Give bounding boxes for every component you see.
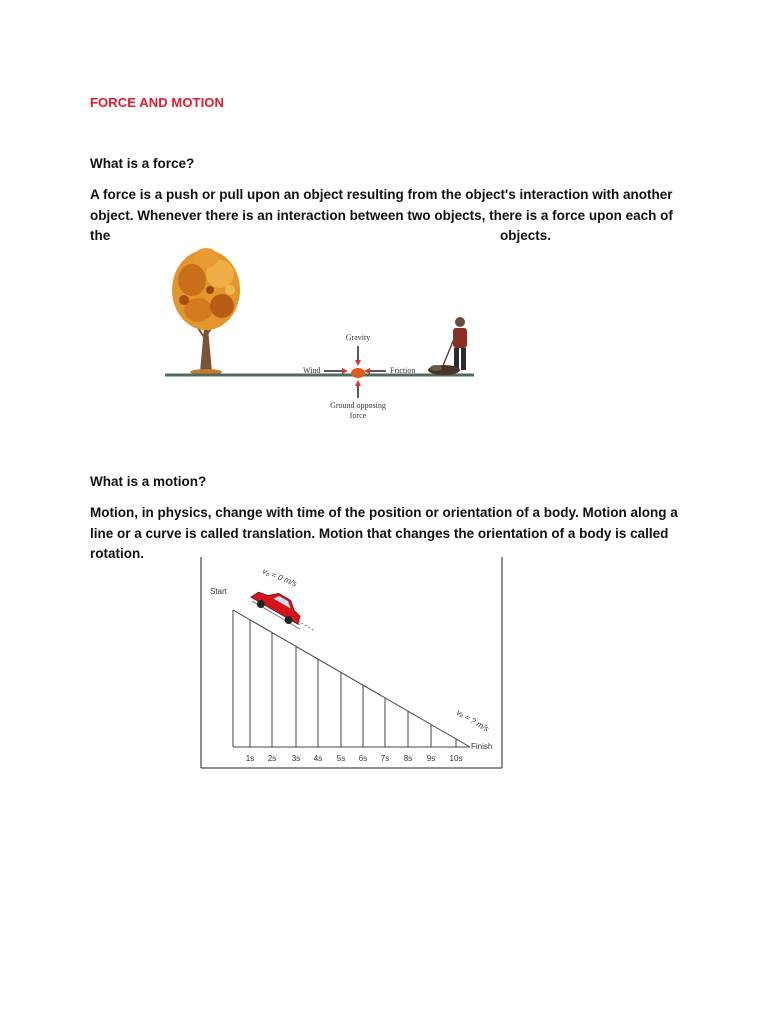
force-paragraph <box>90 185 690 246</box>
time-tick-label: 3s <box>291 754 301 763</box>
time-tick-label: 2s <box>267 754 277 763</box>
page-title: FORCE AND MOTION <box>90 95 224 110</box>
force-line-1: A force is a push or pull upon an object resulting from the object's interaction with another <box>90 187 673 202</box>
ground-label-1: Ground opposing <box>330 401 386 410</box>
leaf-pile-object <box>351 368 365 378</box>
red-car-illustration <box>249 582 307 628</box>
time-tick-label: 5s <box>336 754 346 763</box>
incline-diagram <box>200 557 504 769</box>
motion-line-2: line or a curve is called translation. Motion that changes the orientation of a body is called <box>90 525 669 541</box>
finish-label: Finish <box>471 742 493 751</box>
time-tick-label: 1s <box>245 754 255 763</box>
force-line-3-left: the <box>90 228 111 243</box>
ground-label-2: force <box>349 411 367 420</box>
time-tick-label: 8s <box>403 754 413 763</box>
friction-label: Friction <box>390 366 416 375</box>
time-tick-labels <box>246 754 463 763</box>
initial-velocity-label: v₀ = 0 m/s <box>261 566 299 589</box>
force-line-2: object. Whenever there is an interaction between two objects, there is a force upon each of <box>90 207 673 223</box>
wind-label: Wind <box>303 366 321 375</box>
start-label: Start <box>210 587 227 596</box>
motion-line-3: rotation. <box>90 546 144 561</box>
time-tick-label: 4s <box>313 754 323 763</box>
gravity-label: Gravity <box>345 333 371 342</box>
motion-question: What is a motion? <box>90 474 207 489</box>
time-tick-label: 9s <box>426 754 436 763</box>
time-tick-label: 6s <box>358 754 368 763</box>
motion-line-1: Motion, in physics, change with time of the position or orientation of a body. Motion along a <box>90 505 678 520</box>
person-raking-illustration <box>428 317 467 375</box>
final-velocity-label: vₑ = ? m/s <box>455 707 491 734</box>
time-divider-lines <box>250 620 456 747</box>
force-question: What is a force? <box>90 156 195 171</box>
time-tick-label: 10s <box>449 754 463 763</box>
tree-illustration <box>172 248 240 375</box>
motion-paragraph <box>90 503 690 565</box>
time-tick-label: 7s <box>380 754 390 763</box>
force-line-3-right: objects. <box>500 228 552 243</box>
force-diagram <box>160 240 480 430</box>
